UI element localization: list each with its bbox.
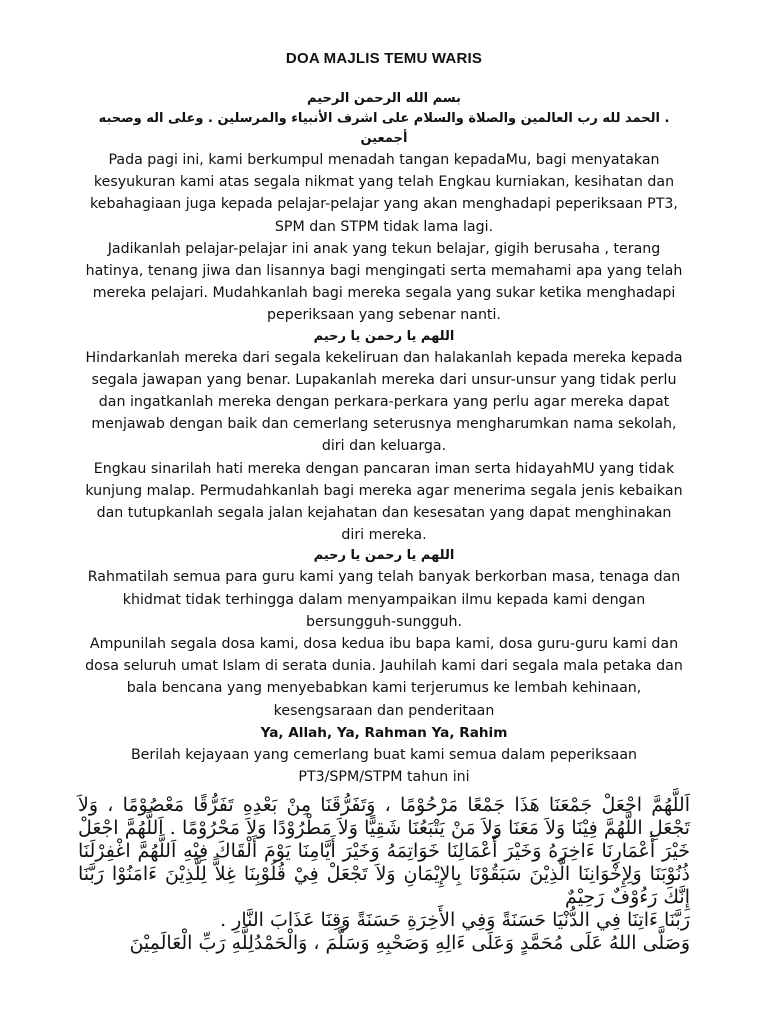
closing-dua-line: وَصَلَّى اللهُ عَلَى مُحَمَّدٍ وَعَلَى ءَالِهِ وَصَحْبِهِ وَسَلَّمَ ، وَالْحَمْدُلِلَّهِ رَبِّ الْعَالَمِيْنَ [129,932,690,955]
paragraph-guidance: Engkau sinarilah hati mereka dengan pancaran iman serta hidayahMU yang tidak kunjung malap. Permudahkanlah bagi mereka agar menerima segala jenis kebaikan dan tutupkanlah segala jalan kejahatan dan kesesatan yang dapat menghinakan diri mereka. [85,460,683,544]
paragraph-teachers: Rahmatilah semua para guru kami yang telah banyak berkorban masa, tenaga dan khidmat tidak terhingga dalam menyampaikan ilmu kepada kami dengan bersungguh-sungguh. [87,569,681,630]
invocation-arabic: اللهم يا رحمن يا رحيم [313,548,455,564]
closing-dua [78,794,690,955]
basmalah: بسم الله الرحمن الرحيم [307,91,461,106]
paragraph-success: Berilah kejayaan yang cemerlang buat kami semua dalam peperiksaan PT3/SPM/STPM tahun ini [130,746,638,786]
closing-dua-line: اَللَّهُمَّ اغْفِرْلَنَا ذُنُوْبَنَا وَلِإِخْوَانِنَا الَّذِيْنَ سَبَقُوْنَا بِالإِيْمَانِ وَلاَ تَجْعَلْ فِيْ قُلُوْبِنَا غِلاًّ لِلَّذِيْنَ ءَامَنُوْا رَبَّنَا إِنَّكَ رَءُوْفٌ رَحِيْمٌ [78,840,690,909]
invocation-latin: Ya, Allah, Ya, Rahman Ya, Rahim [260,724,508,741]
paragraph-gratitude: Pada pagi ini, kami berkumpul menadah tangan kepadaMu, bagi menyatakan kesyukuran kami atas segala nikmat yang telah Engkau kurniakan, kesihatan dan kebahagiaan juga kepada pelajar-pelajar yang akan menghadapi peperiksaan PT3, SPM dan STPM tidak lama lagi. [90,152,678,235]
closing-dua-line: اَللَّهُمَّ اجْعَلْ خَيْرَ أَعْمَارِنَا ءَاخِرَهُ وَخَيْرَ أَعْمَالِنَا خَوَاتِمَهُ وَخَيْرَ أَيَّامِنَا يَوْمَ أَلْقَاكَ فِيْهِ [78,817,690,863]
opening-praise: . الحمد لله رب العالمين والصلاة والسلام على اشرف الأنبياء والمرسلين . وعلى اله وصحبه أجمعين [98,111,670,146]
closing-dua-line: اَللَّهُمَّ اجْعَلْ جَمْعَنَا هَذَا جَمْعًا مَرْحُوْمًا ، وَتَفَرُّقَنَا مِنْ بَعْدِهِ تَفَرُّقًا مَعْصُوْمًا ، وَلاَ تَجْعَلِ اللَّهُمَّ فِيْنَا وَلاَ مَعَنَا وَلاَ مَنْ يَتْبَعُنَا شَقِيًّا وَلاَ مَطْرُوْدًا وَلاَ مَحْرُوْمًا . [78,794,690,840]
document-title: DOA MAJLIS TEMU WARIS [285,50,483,67]
paragraph-forgiveness: Ampunilah segala dosa kami, dosa kedua ibu bapa kami, dosa guru-guru kami dan dosa seluruh umat Islam di serata dunia. Jauhilah kami dari segala mala petaka dan bala bencana yang menyebabkan kami terjerumus ke lembah kehinaan, kesengsaraan dan penderitaan [85,636,683,719]
closing-dua-line: رَبَّنَا ءَاتِنَا فِي الدُّنْيَا حَسَنَةً وَفِي الأَخِرَةِ حَسَنَةً وَقِنَا عَذَابَ النَّارِ . [220,909,690,932]
invocation-arabic: اللهم يا رحمن يا رحيم [313,328,455,344]
paragraph-students: Jadikanlah pelajar-pelajar ini anak yang tekun belajar, gigih berusaha , terang hatinya, tenang jiwa dan lisannya bagi mengingati serta memahami apa yang telah mereka pelajari. Mudahkanlah bagi mereka segala yang sukar ketika menghadapi peperiksaan yang sebenar nanti. [85,240,683,324]
paragraph-answers: Hindarkanlah mereka dari segala kekeliruan dan halakanlah kepada mereka kepada segala jawapan yang benar. Lupakanlah mereka dari unsur-unsur yang tidak perlu dan ingatkanlah mereka dengan perkara-perkara yang perlu agar mereka dapat menjawab dengan baik dan cemerlang seterusnya mengharumkan nama sekolah, diri dan keluarga. [85,349,683,455]
